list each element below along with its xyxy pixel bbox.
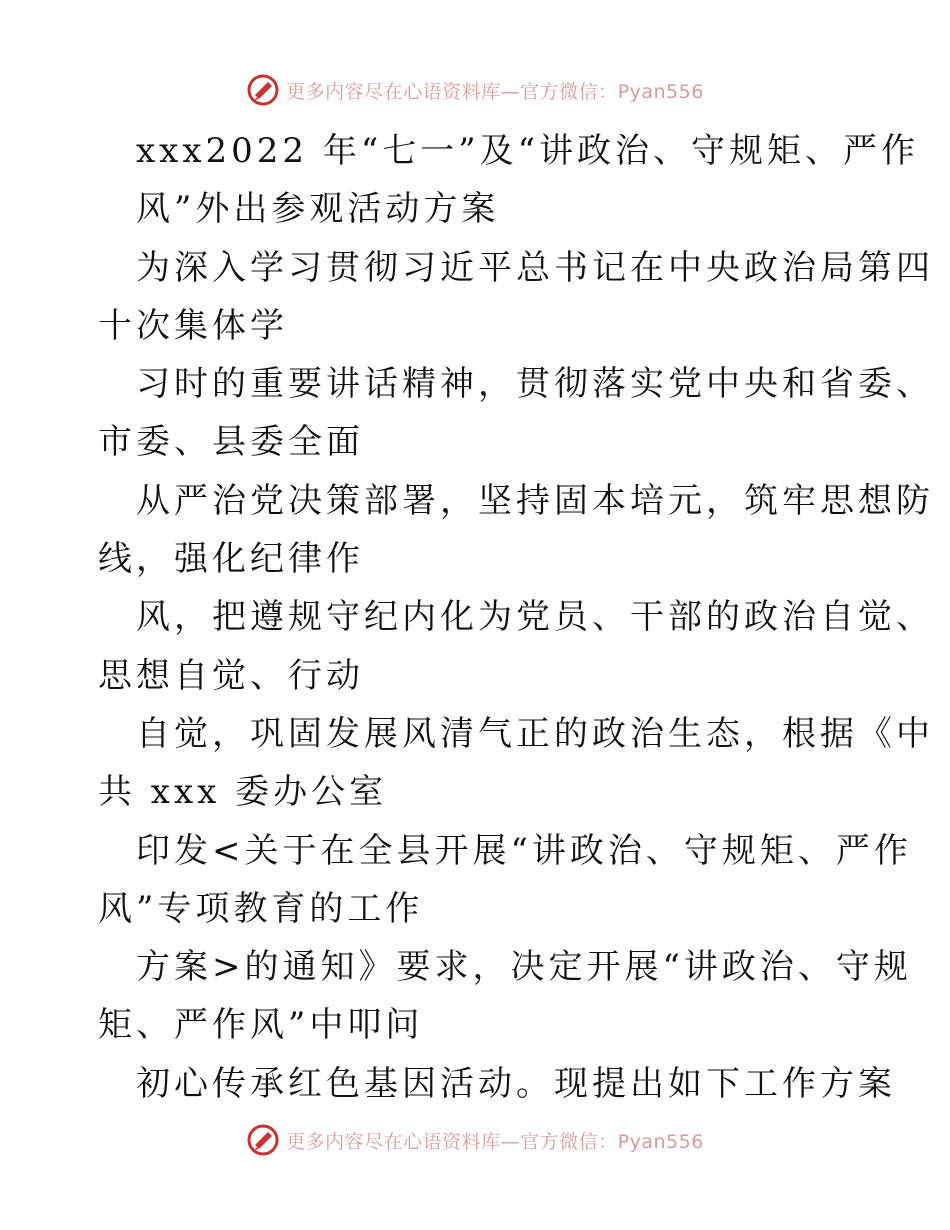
header-watermark-text: 更多内容尽在心语资料库—官方微信：Pyan556 — [286, 80, 704, 103]
paragraph-line: 市委、县委全面 — [98, 422, 364, 463]
footer-watermark-banner — [0, 1120, 950, 1160]
footer-watermark-text: 更多内容尽在心语资料库—官方微信：Pyan556 — [286, 1130, 704, 1153]
paragraph-line: 习时的重要讲话精神，贯彻落实党中央和省委、 — [136, 364, 934, 405]
paragraph-line: 共 xxx 委办公室 — [98, 772, 388, 813]
document-body — [98, 122, 934, 1113]
paragraph-line: 矩、严作风”中叩问 — [98, 1005, 424, 1046]
brand-logo-icon — [246, 73, 280, 107]
paragraph-line: 为深入学习贯彻习近平总书记在中央政治局第四 — [136, 247, 934, 288]
document-title-line-2: 风”外出参观活动方案 — [136, 189, 500, 230]
brand-logo-icon — [246, 1123, 280, 1157]
header-watermark-banner — [0, 70, 950, 110]
paragraph-line: 十次集体学 — [98, 305, 288, 346]
paragraph-line: 初心传承红色基因活动。现提出如下工作方案 — [136, 1063, 896, 1104]
paragraph-line: 思想自觉、行动 — [98, 655, 364, 696]
paragraph-line: 风，把遵规守纪内化为党员、干部的政治自觉、 — [136, 597, 934, 638]
paragraph-line: 方案>的通知》要求，决定开展“讲政治、守规 — [136, 947, 912, 988]
document-title-line-1: xxx2022 年“七一”及“讲政治、守规矩、严作 — [136, 131, 920, 171]
paragraph-line: 从严治党决策部署，坚持固本培元，筑牢思想防 — [136, 480, 934, 521]
paragraph-line: 线，强化纪律作 — [98, 539, 364, 580]
paragraph-line: 风”专项教育的工作 — [98, 888, 424, 929]
paragraph-line: 自觉，巩固发展风清气正的政治生态，根据《中 — [136, 713, 934, 754]
paragraph-line: 印发<关于在全县开展“讲政治、守规矩、严作 — [136, 830, 912, 871]
